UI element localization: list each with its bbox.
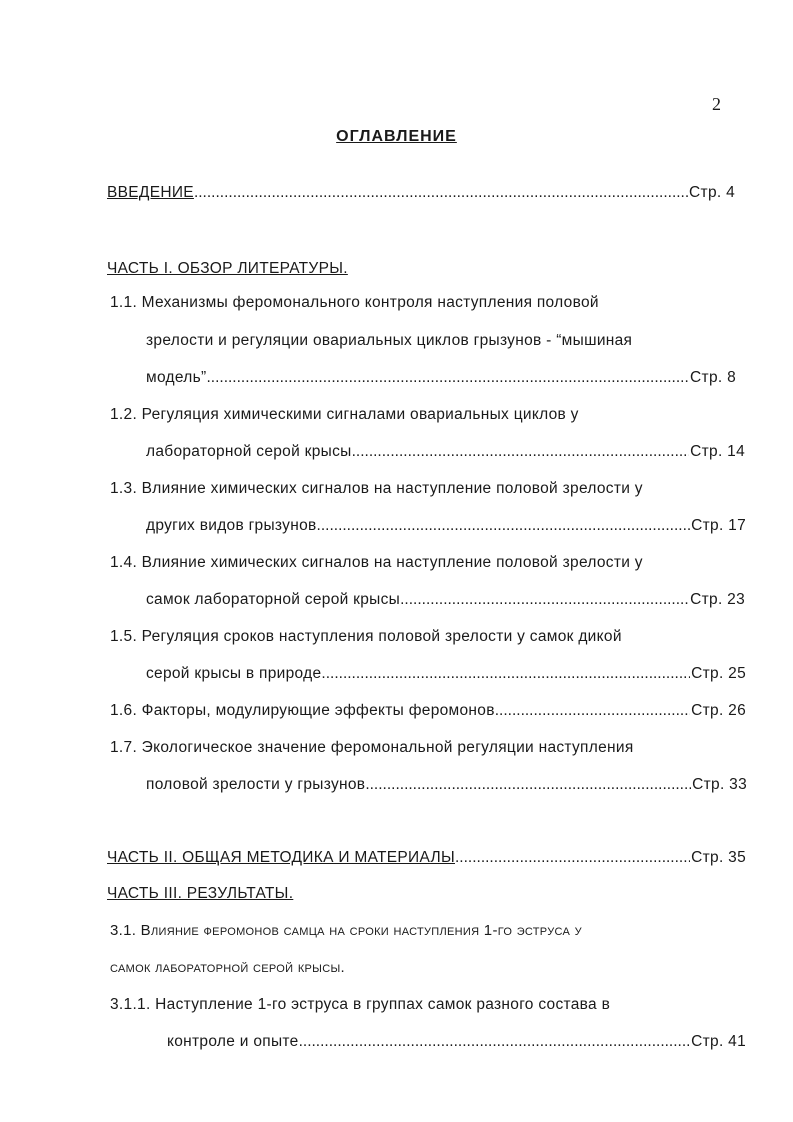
entry-1-2-last-text: лабораторной серой крысы bbox=[146, 443, 352, 460]
part3-heading[interactable]: ЧАСТЬ III. РЕЗУЛЬТАТЫ. bbox=[107, 885, 294, 902]
dot-leader bbox=[352, 443, 690, 461]
toc-entry-1-3-last[interactable] bbox=[146, 517, 746, 535]
entry-1-7-page: Стр. 33 bbox=[692, 776, 747, 793]
entry-1-7-last-text: половой зрелости у грызунов bbox=[146, 776, 366, 793]
entry-1-3-page: Стр. 17 bbox=[691, 517, 746, 534]
entry-1-5-last-text: серой крысы в природе bbox=[146, 665, 322, 682]
dot-leader bbox=[194, 184, 688, 202]
toc-entry-1-1-line1[interactable]: 1.1. Механизмы феромонального контроля наступления половой bbox=[110, 294, 599, 311]
toc-entry-1-5-last[interactable] bbox=[146, 665, 746, 683]
entry-1-4-last-text: самок лабораторной серой крысы bbox=[146, 591, 401, 608]
entry-1-6-page: Стр. 26 bbox=[691, 702, 746, 719]
entry-1-2-page: Стр. 14 bbox=[690, 443, 745, 460]
toc-entry-1-1-last[interactable] bbox=[146, 369, 736, 387]
toc-entry-1-2-line1[interactable]: 1.2. Регуляция химическими сигналами овариальных циклов у bbox=[110, 406, 579, 423]
toc-entry-1-6[interactable] bbox=[110, 702, 746, 720]
entry-3-1-1-last-text: контроле и опыте bbox=[167, 1033, 299, 1050]
entry-1-4-page: Стр. 23 bbox=[690, 591, 745, 608]
intro-label: ВВЕДЕНИЕ bbox=[107, 184, 194, 201]
page-number: 2 bbox=[712, 94, 721, 114]
entry-1-5-page: Стр. 25 bbox=[691, 665, 746, 682]
dot-leader bbox=[400, 591, 689, 609]
entry-1-6-text: 1.6. Факторы, модулирующие эффекты феромонов bbox=[110, 702, 495, 719]
entry-1-1-last-text: модель” bbox=[146, 369, 207, 386]
toc-entry-1-7-last[interactable] bbox=[146, 776, 747, 794]
toc-entry-part2[interactable] bbox=[107, 849, 746, 867]
entry-1-1-page: Стр. 8 bbox=[690, 369, 736, 386]
toc-entry-3-1-1-last[interactable] bbox=[167, 1033, 746, 1051]
toc-title bbox=[0, 128, 793, 146]
toc-entry-1-1-line2: зрелости и регуляции овариальных циклов грызунов - “мышиная bbox=[146, 332, 633, 349]
entry-1-3-last-text: других видов грызунов bbox=[146, 517, 317, 534]
part1-heading[interactable]: ЧАСТЬ I. ОБЗОР ЛИТЕРАТУРЫ. bbox=[107, 260, 348, 277]
dot-leader bbox=[299, 1033, 691, 1051]
intro-page: Стр. 4 bbox=[689, 184, 735, 201]
toc-entry-3-1-line2: самок лабораторной серой крысы. bbox=[110, 959, 345, 976]
dot-leader bbox=[206, 369, 689, 387]
toc-entry-1-5-line1[interactable]: 1.5. Регуляция сроков наступления половой зрелости у самок дикой bbox=[110, 628, 622, 645]
toc-entry-1-7-line1[interactable]: 1.7. Экологическое значение феромональной регуляции наступления bbox=[110, 739, 634, 756]
toc-entry-1-4-last[interactable] bbox=[146, 591, 745, 609]
toc-entry-3-1-1-line1[interactable]: 3.1.1. Наступление 1-го эструса в группах самок разного состава в bbox=[110, 996, 611, 1013]
toc-entry-1-3-line1[interactable]: 1.3. Влияние химических сигналов на наступление половой зрелости у bbox=[110, 480, 643, 497]
dot-leader bbox=[365, 776, 691, 794]
toc-entry-3-1-line1[interactable]: 3.1. Влияние феромонов самца на сроки наступления 1-го эструса у bbox=[110, 922, 582, 939]
dot-leader bbox=[321, 665, 690, 683]
part2-page: Стр. 35 bbox=[691, 849, 746, 866]
dot-leader bbox=[317, 517, 691, 535]
part2-label: ЧАСТЬ II. ОБЩАЯ МЕТОДИКА И МАТЕРИАЛЫ bbox=[107, 849, 455, 866]
toc-title-text: ОГЛАВЛЕНИЕ bbox=[336, 128, 457, 145]
toc-entry-1-2-last[interactable] bbox=[146, 443, 745, 461]
dot-leader bbox=[495, 702, 690, 720]
toc-entry-intro[interactable] bbox=[107, 184, 735, 202]
dot-leader bbox=[455, 849, 690, 867]
toc-entry-1-4-line1[interactable]: 1.4. Влияние химических сигналов на наступление половой зрелости у bbox=[110, 554, 643, 571]
entry-3-1-1-page: Стр. 41 bbox=[691, 1033, 746, 1050]
